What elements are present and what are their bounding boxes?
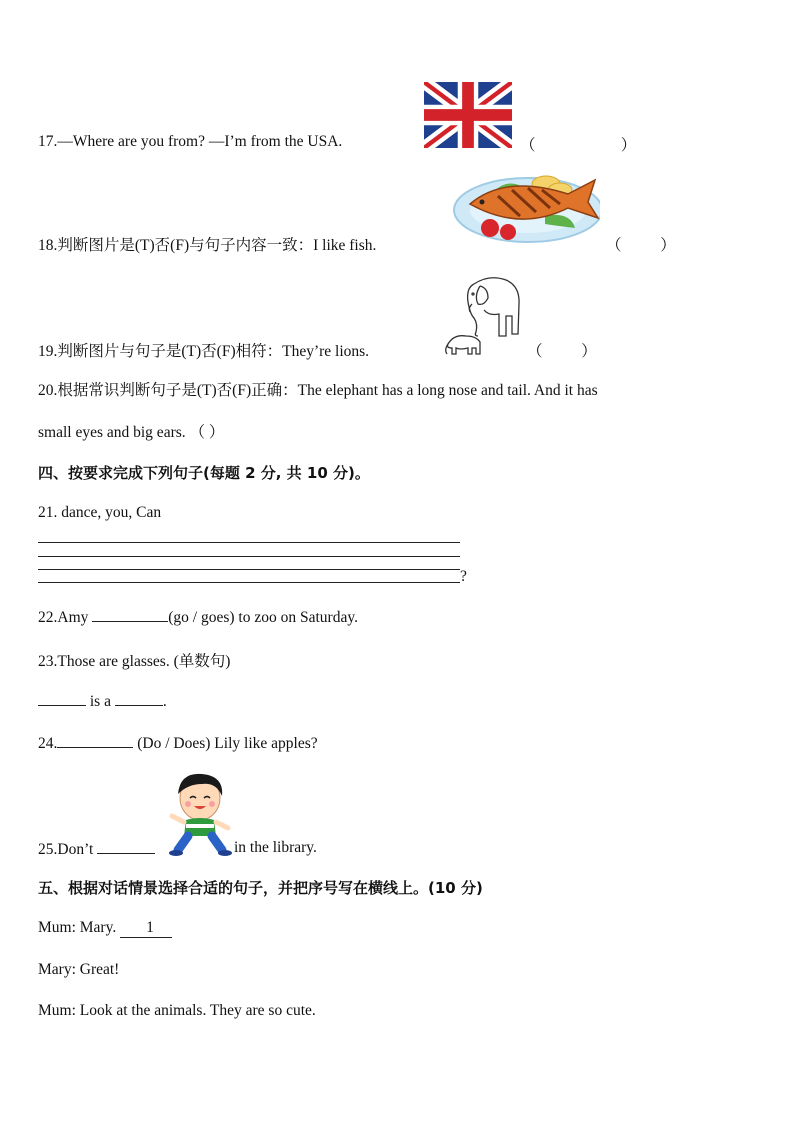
question-24-prefix: 24.: [38, 735, 58, 752]
question-24-suffix: (Do / Does) Lily like apples?: [137, 735, 318, 752]
answer-blank-25[interactable]: [97, 839, 155, 854]
question-23-mid: is a: [89, 693, 111, 710]
question-17-text: 17.—Where are you from? —I’m from the USA.: [38, 133, 343, 150]
question-23-answer: [38, 691, 167, 711]
question-17: [38, 133, 342, 151]
question-18-text: 18.判断图片是(T)否(F)与句子内容一致：I like fish.: [38, 237, 377, 254]
answer-blank-23-1[interactable]: [38, 691, 86, 706]
question-25-prefix: 25.Don’t: [38, 841, 94, 858]
answer-rule-21-1[interactable]: [38, 542, 460, 543]
answer-rule-21-4[interactable]: [38, 582, 460, 583]
dialogue-line-1-prefix: Mum: Mary.: [38, 919, 117, 936]
dialogue-line-2: [38, 961, 119, 979]
dialogue-line-1: [38, 919, 172, 938]
answer-blank-24[interactable]: [57, 733, 133, 748]
question-24: [38, 733, 318, 753]
union-jack-flag-icon: [424, 82, 512, 148]
answer-rule-21-3[interactable]: [38, 569, 460, 570]
dialogue-answer-1[interactable]: 1: [120, 919, 172, 938]
question-20-line-2: [38, 420, 224, 442]
question-22: [38, 607, 358, 627]
grilled-fish-plate-icon: [450, 166, 600, 250]
running-boy-icon: [168, 770, 234, 858]
answer-paren-19[interactable]: （ ）: [527, 343, 597, 360]
question-19-text: 19.判断图片与句子是(T)否(F)相符：They’re lions.: [38, 343, 370, 360]
question-25: [38, 839, 155, 859]
question-22-prefix: 22.Amy: [38, 609, 89, 626]
dialogue-line-2-text: Mary: Great!: [38, 961, 120, 978]
question-19: [38, 339, 369, 361]
section-4-title: 四、按要求完成下列句子(每题 2 分, 共 10 分)。: [38, 464, 370, 482]
question-21-text: 21. dance, you, Can: [38, 504, 162, 521]
question-23: [38, 649, 230, 671]
answer-blank-23-2[interactable]: [115, 691, 163, 706]
question-20-text-2: small eyes and big ears. （ ）: [38, 424, 225, 441]
question-25-suffix: in the library.: [234, 839, 317, 856]
dialogue-line-3-text: Mum: Look at the animals. They are so cute.: [38, 1002, 316, 1019]
answer-paren-17[interactable]: （ ）: [520, 137, 637, 154]
dialogue-line-3: [38, 1002, 316, 1020]
section-4-heading: [38, 462, 370, 483]
question-20-line-1: [38, 378, 598, 400]
section-5-heading: [38, 877, 483, 898]
question-21: [38, 504, 161, 522]
answer-rule-21-2[interactable]: [38, 556, 460, 557]
answer-blank-22[interactable]: [92, 607, 168, 622]
section-5-title: 五、根据对话情景选择合适的句子，并把序号写在横线上。(10 分): [38, 879, 483, 897]
question-21-end-mark: ?: [460, 568, 467, 585]
question-23-end: .: [162, 693, 167, 710]
question-20-text-1: 20.根据常识判断句子是(T)否(F)正确：The elephant has a long nose and tail. And it has: [38, 382, 598, 399]
question-22-suffix: (go / goes) to zoo on Saturday.: [168, 609, 358, 626]
question-18: [38, 233, 376, 255]
elephant-with-calf-icon: [444, 274, 524, 358]
question-23-text: 23.Those are glasses. (单数句): [38, 653, 231, 670]
answer-paren-18[interactable]: （ ）: [606, 237, 676, 254]
